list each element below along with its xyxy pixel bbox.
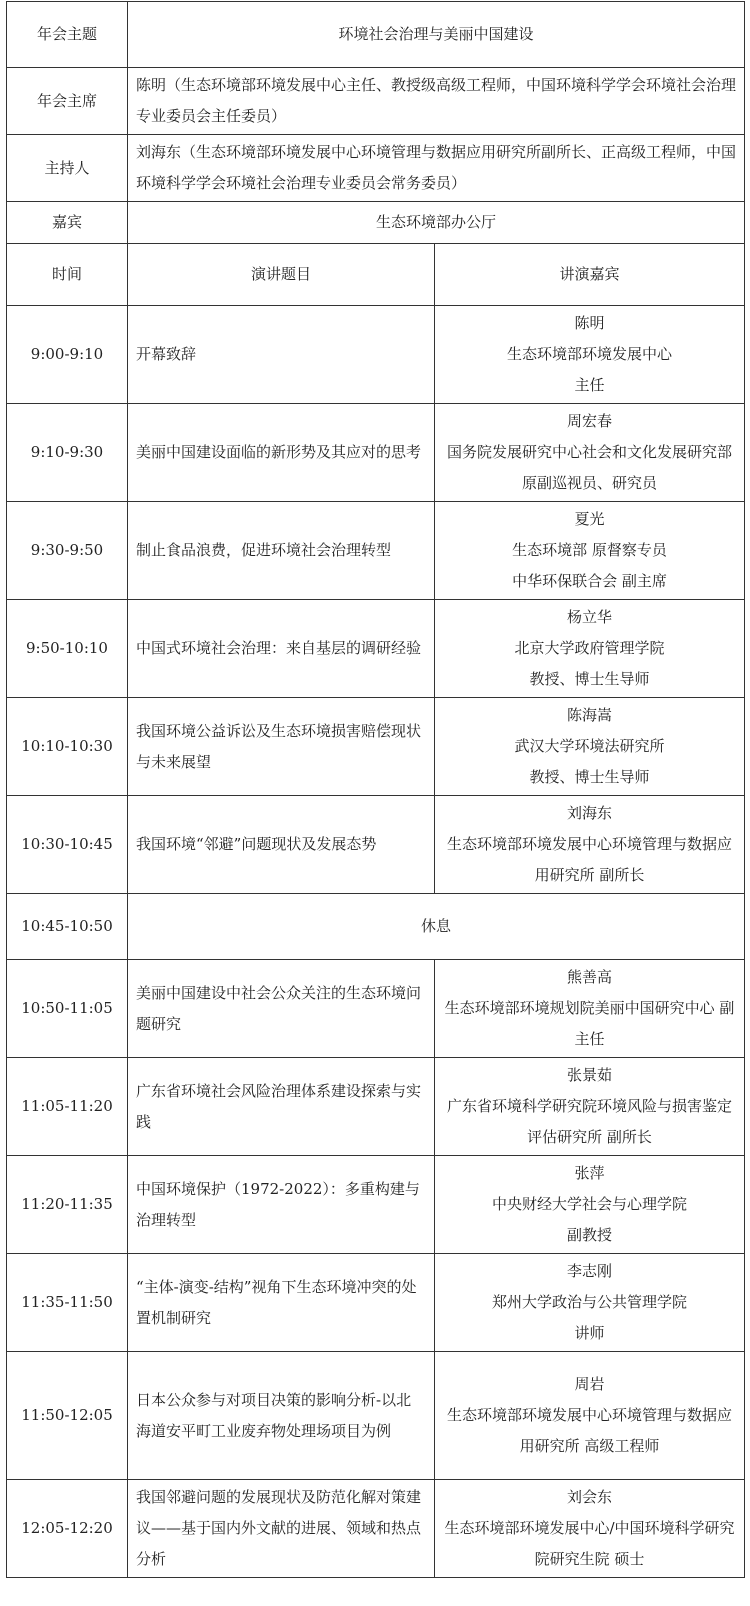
guest-value: 生态环境部办公厅	[128, 202, 745, 244]
speaker-affiliation: 广东省环境科学研究院环境风险与损害鉴定评估研究所 副所长	[447, 1097, 733, 1146]
agenda-row	[7, 1480, 745, 1578]
speaker-affiliation: 教授、博士生导师	[529, 670, 650, 688]
column-header-time: 时间	[7, 244, 128, 306]
agenda-row	[7, 306, 745, 404]
speaker-name: 李志刚	[567, 1262, 613, 1280]
agenda-table	[6, 1, 745, 1578]
theme-row	[7, 2, 745, 68]
speaker-name: 夏光	[574, 510, 605, 528]
speaker-name: 张萍	[574, 1164, 605, 1182]
speaker-affiliation: 副教授	[567, 1226, 613, 1244]
agenda-time: 9:30-9:50	[7, 502, 128, 600]
agenda-row	[7, 600, 745, 698]
agenda-time: 10:50-11:05	[7, 960, 128, 1058]
agenda-topic: 我国环境公益诉讼及生态环境损害赔偿现状与未来展望	[128, 698, 435, 796]
agenda-row	[7, 502, 745, 600]
agenda-topic: 广东省环境社会风险治理体系建设探索与实践	[128, 1058, 435, 1156]
agenda-row	[7, 698, 745, 796]
break-label: 休息	[128, 894, 745, 960]
speaker-affiliation: 生态环境部环境发展中心/中国环境科学研究院研究生院 硕士	[444, 1519, 735, 1568]
agenda-topic: 日本公众参与对项目决策的影响分析-以北海道安平町工业废弃物处理场项目为例	[128, 1352, 435, 1480]
agenda-topic: 开幕致辞	[128, 306, 435, 404]
agenda-rows	[7, 306, 745, 1578]
agenda-time: 11:20-11:35	[7, 1156, 128, 1254]
speaker-affiliation: 武汉大学环境法研究所	[514, 737, 665, 755]
agenda-row	[7, 960, 745, 1058]
host-value: 刘海东（生态环境部环境发展中心环境管理与数据应用研究所副所长、正高级工程师，中国环境科学学会环境社会治理专业委员会常务委员）	[128, 135, 745, 202]
agenda-speaker	[435, 796, 745, 894]
speaker-name: 熊善高	[567, 968, 613, 986]
speaker-affiliation: 北京大学政府管理学院	[514, 639, 665, 657]
break-row	[7, 894, 745, 960]
agenda-topic: 我国环境“邻避”问题现状及发展态势	[128, 796, 435, 894]
agenda-time: 10:10-10:30	[7, 698, 128, 796]
agenda-speaker	[435, 306, 745, 404]
agenda-row	[7, 1156, 745, 1254]
agenda-time: 12:05-12:20	[7, 1480, 128, 1578]
agenda-row	[7, 404, 745, 502]
agenda-speaker	[435, 698, 745, 796]
speaker-affiliation: 教授、博士生导师	[529, 768, 650, 786]
agenda-row	[7, 1058, 745, 1156]
agenda-speaker	[435, 1254, 745, 1352]
speaker-affiliation: 生态环境部环境发展中心环境管理与数据应用研究所 高级工程师	[447, 1406, 733, 1455]
agenda-time: 9:50-10:10	[7, 600, 128, 698]
agenda-speaker	[435, 1480, 745, 1578]
theme-value: 环境社会治理与美丽中国建设	[128, 2, 745, 68]
speaker-name: 杨立华	[567, 608, 613, 626]
agenda-speaker	[435, 960, 745, 1058]
speaker-name: 周宏春	[567, 412, 613, 430]
agenda-time: 11:35-11:50	[7, 1254, 128, 1352]
speaker-name: 陈海嵩	[567, 706, 613, 724]
speaker-name: 陈明	[574, 314, 605, 332]
speaker-affiliation: 生态环境部环境规划院美丽中国研究中心 副主任	[444, 999, 735, 1048]
speaker-affiliation: 生态环境部环境发展中心环境管理与数据应用研究所 副所长	[447, 835, 733, 884]
agenda-topic: 中国式环境社会治理：来自基层的调研经验	[128, 600, 435, 698]
agenda-row	[7, 796, 745, 894]
speaker-affiliation: 生态环境部环境发展中心	[507, 345, 673, 363]
agenda-time: 10:30-10:45	[7, 796, 128, 894]
speaker-affiliation: 讲师	[574, 1324, 605, 1342]
speaker-affiliation: 国务院发展研究中心社会和文化发展研究部原副巡视员、研究员	[447, 443, 733, 492]
speaker-affiliation: 生态环境部 原督察专员	[512, 541, 667, 559]
agenda-topic: 制止食品浪费，促进环境社会治理转型	[128, 502, 435, 600]
column-header-topic: 演讲题目	[128, 244, 435, 306]
speaker-affiliation: 郑州大学政治与公共管理学院	[492, 1293, 688, 1311]
agenda-time: 9:00-9:10	[7, 306, 128, 404]
chair-value: 陈明（生态环境部环境发展中心主任、教授级高级工程师，中国环境科学学会环境社会治理专业委员会主任委员）	[128, 68, 745, 135]
speaker-name: 刘海东	[567, 804, 613, 822]
host-row	[7, 135, 745, 202]
agenda-topic: 我国邻避问题的发展现状及防范化解对策建议——基于国内外文献的进展、领域和热点分析	[128, 1480, 435, 1578]
agenda-topic: 美丽中国建设中社会公众关注的生态环境问题研究	[128, 960, 435, 1058]
speaker-name: 刘会东	[567, 1488, 613, 1506]
guest-row	[7, 202, 745, 244]
guest-label: 嘉宾	[7, 202, 128, 244]
speaker-name: 周岩	[574, 1375, 605, 1393]
host-label: 主持人	[7, 135, 128, 202]
agenda-time: 9:10-9:30	[7, 404, 128, 502]
agenda-topic: 中国环境保护（1972-2022）：多重构建与治理转型	[128, 1156, 435, 1254]
agenda-speaker	[435, 1058, 745, 1156]
speaker-affiliation: 中华环保联合会 副主席	[512, 572, 667, 590]
chair-label: 年会主席	[7, 68, 128, 135]
agenda-topic: 美丽中国建设面临的新形势及其应对的思考	[128, 404, 435, 502]
agenda-speaker	[435, 600, 745, 698]
speaker-affiliation: 中央财经大学社会与心理学院	[492, 1195, 688, 1213]
speaker-name: 张景茹	[567, 1066, 613, 1084]
agenda-time: 10:45-10:50	[7, 894, 128, 960]
agenda-speaker	[435, 1352, 745, 1480]
chair-row	[7, 68, 745, 135]
agenda-time: 11:50-12:05	[7, 1352, 128, 1480]
agenda-row	[7, 1254, 745, 1352]
column-header-speaker: 讲演嘉宾	[435, 244, 745, 306]
agenda-speaker	[435, 502, 745, 600]
agenda-speaker	[435, 1156, 745, 1254]
theme-label: 年会主题	[7, 2, 128, 68]
agenda-speaker	[435, 404, 745, 502]
column-header-row	[7, 244, 745, 306]
speaker-affiliation: 主任	[574, 376, 605, 394]
agenda-row	[7, 1352, 745, 1480]
agenda-topic: “主体-演变-结构”视角下生态环境冲突的处置机制研究	[128, 1254, 435, 1352]
agenda-time: 11:05-11:20	[7, 1058, 128, 1156]
